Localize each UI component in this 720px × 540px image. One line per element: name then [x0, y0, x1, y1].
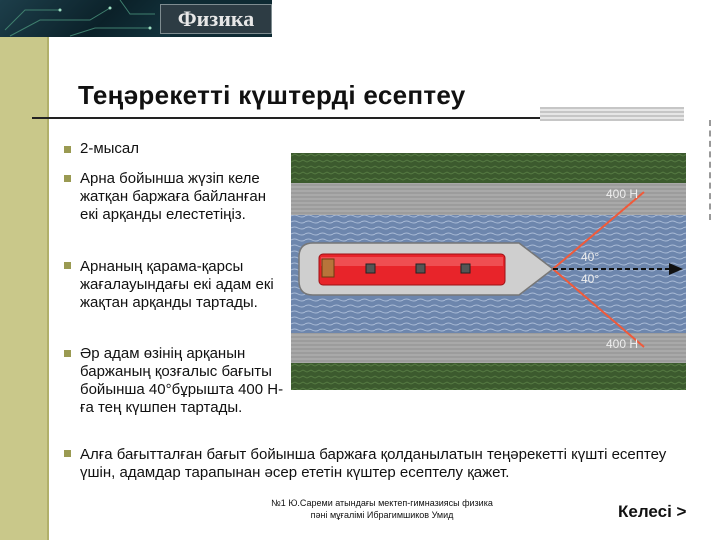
- next-button[interactable]: Келесі >: [618, 502, 687, 521]
- bullet-marker: [64, 175, 71, 182]
- barge: [299, 243, 553, 295]
- left-decor-line: [47, 0, 49, 540]
- example-heading: 2-мысал: [80, 140, 140, 157]
- force-label-bottom: 400 Н: [606, 337, 639, 351]
- decor-bar: [540, 107, 684, 121]
- bullet-marker: [64, 350, 71, 357]
- circuit-lines: [0, 0, 160, 37]
- subject-label: Физика: [160, 4, 272, 34]
- header-banner: [0, 0, 272, 37]
- page-title: Теңәрекетті күштерді есептеу: [78, 80, 466, 110]
- decor-dashed-line: [709, 120, 711, 220]
- paragraph-2: Арнаның қарама-қарсы жағалауындағы екі адам екі жақтан арқанды тартады.: [80, 258, 274, 311]
- paragraph-3: Әр адам өзінің арқанын баржаның қозғалыс бағыты бойынша 40°бұрышта 400 Н-ға тең күшпен тартады.: [80, 345, 284, 416]
- footer-note: №1 Ю.Сареми атындағы мектеп-гимназиясы физика пәні мұғалімі Ибрагимшиков Умид: [271, 498, 493, 520]
- left-decor-strip: [0, 0, 47, 540]
- bottom-paragraph: Алға бағытталған бағыт бойынша баржаға қолданылатын теңәрекетті күшті есептеу үшін, адамдар тарапынан әсер ететін күштер есептелу қажет.: [80, 446, 667, 481]
- paragraph-1: Арна бойынша жүзіп келе жатқан баржаға байланған екі арқанды елестетіңіз.: [80, 170, 267, 223]
- bullet-marker: [64, 262, 71, 269]
- bullet-marker: [64, 146, 71, 153]
- barge-illustration: [291, 153, 686, 390]
- angle-label-bottom: 40°: [581, 272, 600, 286]
- force-label-top: 400 Н: [606, 187, 639, 201]
- angle-label-top: 40°: [581, 250, 600, 264]
- bullet-marker: [64, 450, 71, 457]
